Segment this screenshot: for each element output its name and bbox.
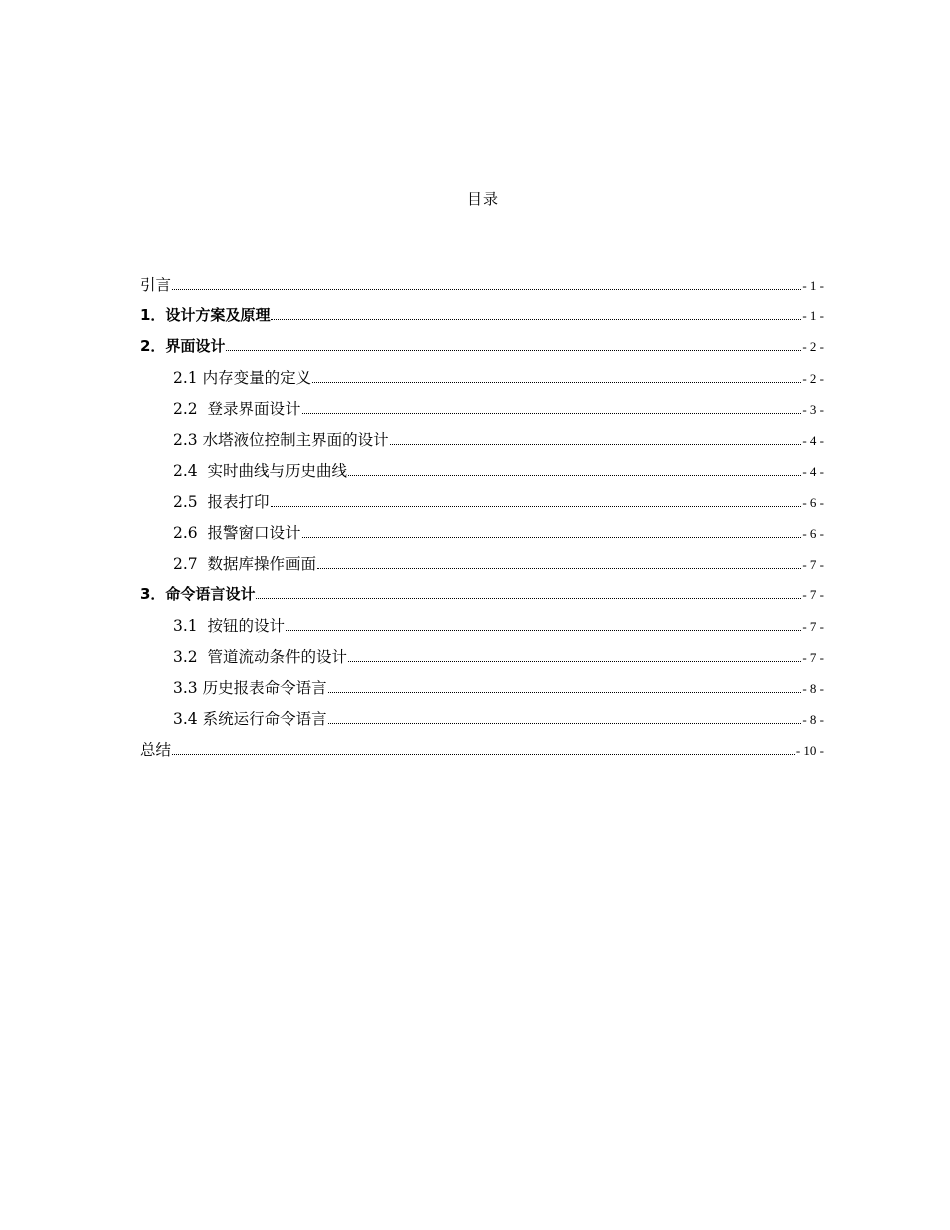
dot-leader xyxy=(348,660,801,662)
dot-leader xyxy=(328,722,802,724)
toc-entry-page: - 1 - xyxy=(802,278,824,293)
toc-entry[interactable] xyxy=(140,738,824,769)
dot-leader xyxy=(390,443,802,445)
toc-entry-label: 2.4 实时曲线与历史曲线 xyxy=(173,462,348,480)
toc-entry[interactable] xyxy=(140,614,824,645)
toc-entry-label: 2.3 水塔液位控制主界面的设计 xyxy=(173,431,389,449)
toc-entry[interactable] xyxy=(140,459,824,490)
toc-entry[interactable] xyxy=(140,676,824,707)
dot-leader xyxy=(172,753,795,755)
dot-leader xyxy=(286,629,801,631)
toc-entry-label: 2.6 报警窗口设计 xyxy=(173,524,301,542)
toc-entry-label: 2.1 内存变量的定义 xyxy=(173,369,312,387)
toc-entry-page: - 7 - xyxy=(802,557,824,572)
toc-entry[interactable] xyxy=(140,366,824,397)
toc-entry[interactable] xyxy=(140,552,824,583)
toc-entry[interactable] xyxy=(140,428,824,459)
dot-leader xyxy=(226,349,801,351)
page-title: 目录 xyxy=(466,190,499,208)
toc-entry-label: 3.3 历史报表命令语言 xyxy=(173,679,327,697)
toc-entry-label: 2.7 数据库操作画面 xyxy=(173,555,317,573)
dot-leader xyxy=(302,536,802,538)
toc-entry[interactable] xyxy=(140,583,824,614)
toc-entry-label: 3．命令语言设计 xyxy=(140,585,256,603)
toc-entry-page: - 10 - xyxy=(795,743,824,758)
dot-leader xyxy=(172,288,801,290)
toc-entry[interactable] xyxy=(140,521,824,552)
toc-entry-label: 3.2 管道流动条件的设计 xyxy=(173,648,348,666)
dot-leader xyxy=(312,381,801,383)
toc-entry-page: - 8 - xyxy=(802,681,824,696)
toc-entry-page: - 4 - xyxy=(802,464,824,479)
toc-entry-label: 3.1 按钮的设计 xyxy=(173,617,286,635)
dot-leader xyxy=(271,505,802,507)
toc-entry[interactable] xyxy=(140,397,824,428)
toc-entry[interactable] xyxy=(140,490,824,521)
toc-entry-page: - 6 - xyxy=(802,495,824,510)
toc-entry-page: - 7 - xyxy=(802,619,824,634)
dot-leader xyxy=(302,412,802,414)
toc-entry-page: - 3 - xyxy=(802,402,824,417)
toc-entry-page: - 6 - xyxy=(802,526,824,541)
toc-entry-page: - 7 - xyxy=(802,650,824,665)
table-of-contents xyxy=(140,273,824,769)
toc-entry[interactable] xyxy=(140,645,824,676)
toc-entry-label: 引言 xyxy=(140,276,172,294)
dot-leader xyxy=(271,318,801,320)
toc-entry-page: - 1 - xyxy=(802,308,824,323)
dot-leader xyxy=(348,474,801,476)
toc-entry-label: 2.2 登录界面设计 xyxy=(173,400,301,418)
toc-entry-page: - 7 - xyxy=(802,587,824,602)
dot-leader xyxy=(328,691,802,693)
toc-entry[interactable] xyxy=(140,273,824,304)
dot-leader xyxy=(256,597,801,599)
toc-entry-label: 1．设计方案及原理 xyxy=(140,306,271,324)
toc-entry[interactable] xyxy=(140,335,824,366)
toc-entry-label: 总结 xyxy=(140,741,172,759)
toc-entry-page: - 8 - xyxy=(802,712,824,727)
toc-entry[interactable] xyxy=(140,304,824,335)
dot-leader xyxy=(317,567,801,569)
toc-entry-page: - 2 - xyxy=(802,371,824,386)
toc-entry-label: 2．界面设计 xyxy=(140,337,226,355)
toc-entry-page: - 2 - xyxy=(802,339,824,354)
toc-entry-page: - 4 - xyxy=(802,433,824,448)
toc-entry[interactable] xyxy=(140,707,824,738)
toc-entry-label: 2.5 报表打印 xyxy=(173,493,270,511)
toc-entry-label: 3.4 系统运行命令语言 xyxy=(173,710,327,728)
